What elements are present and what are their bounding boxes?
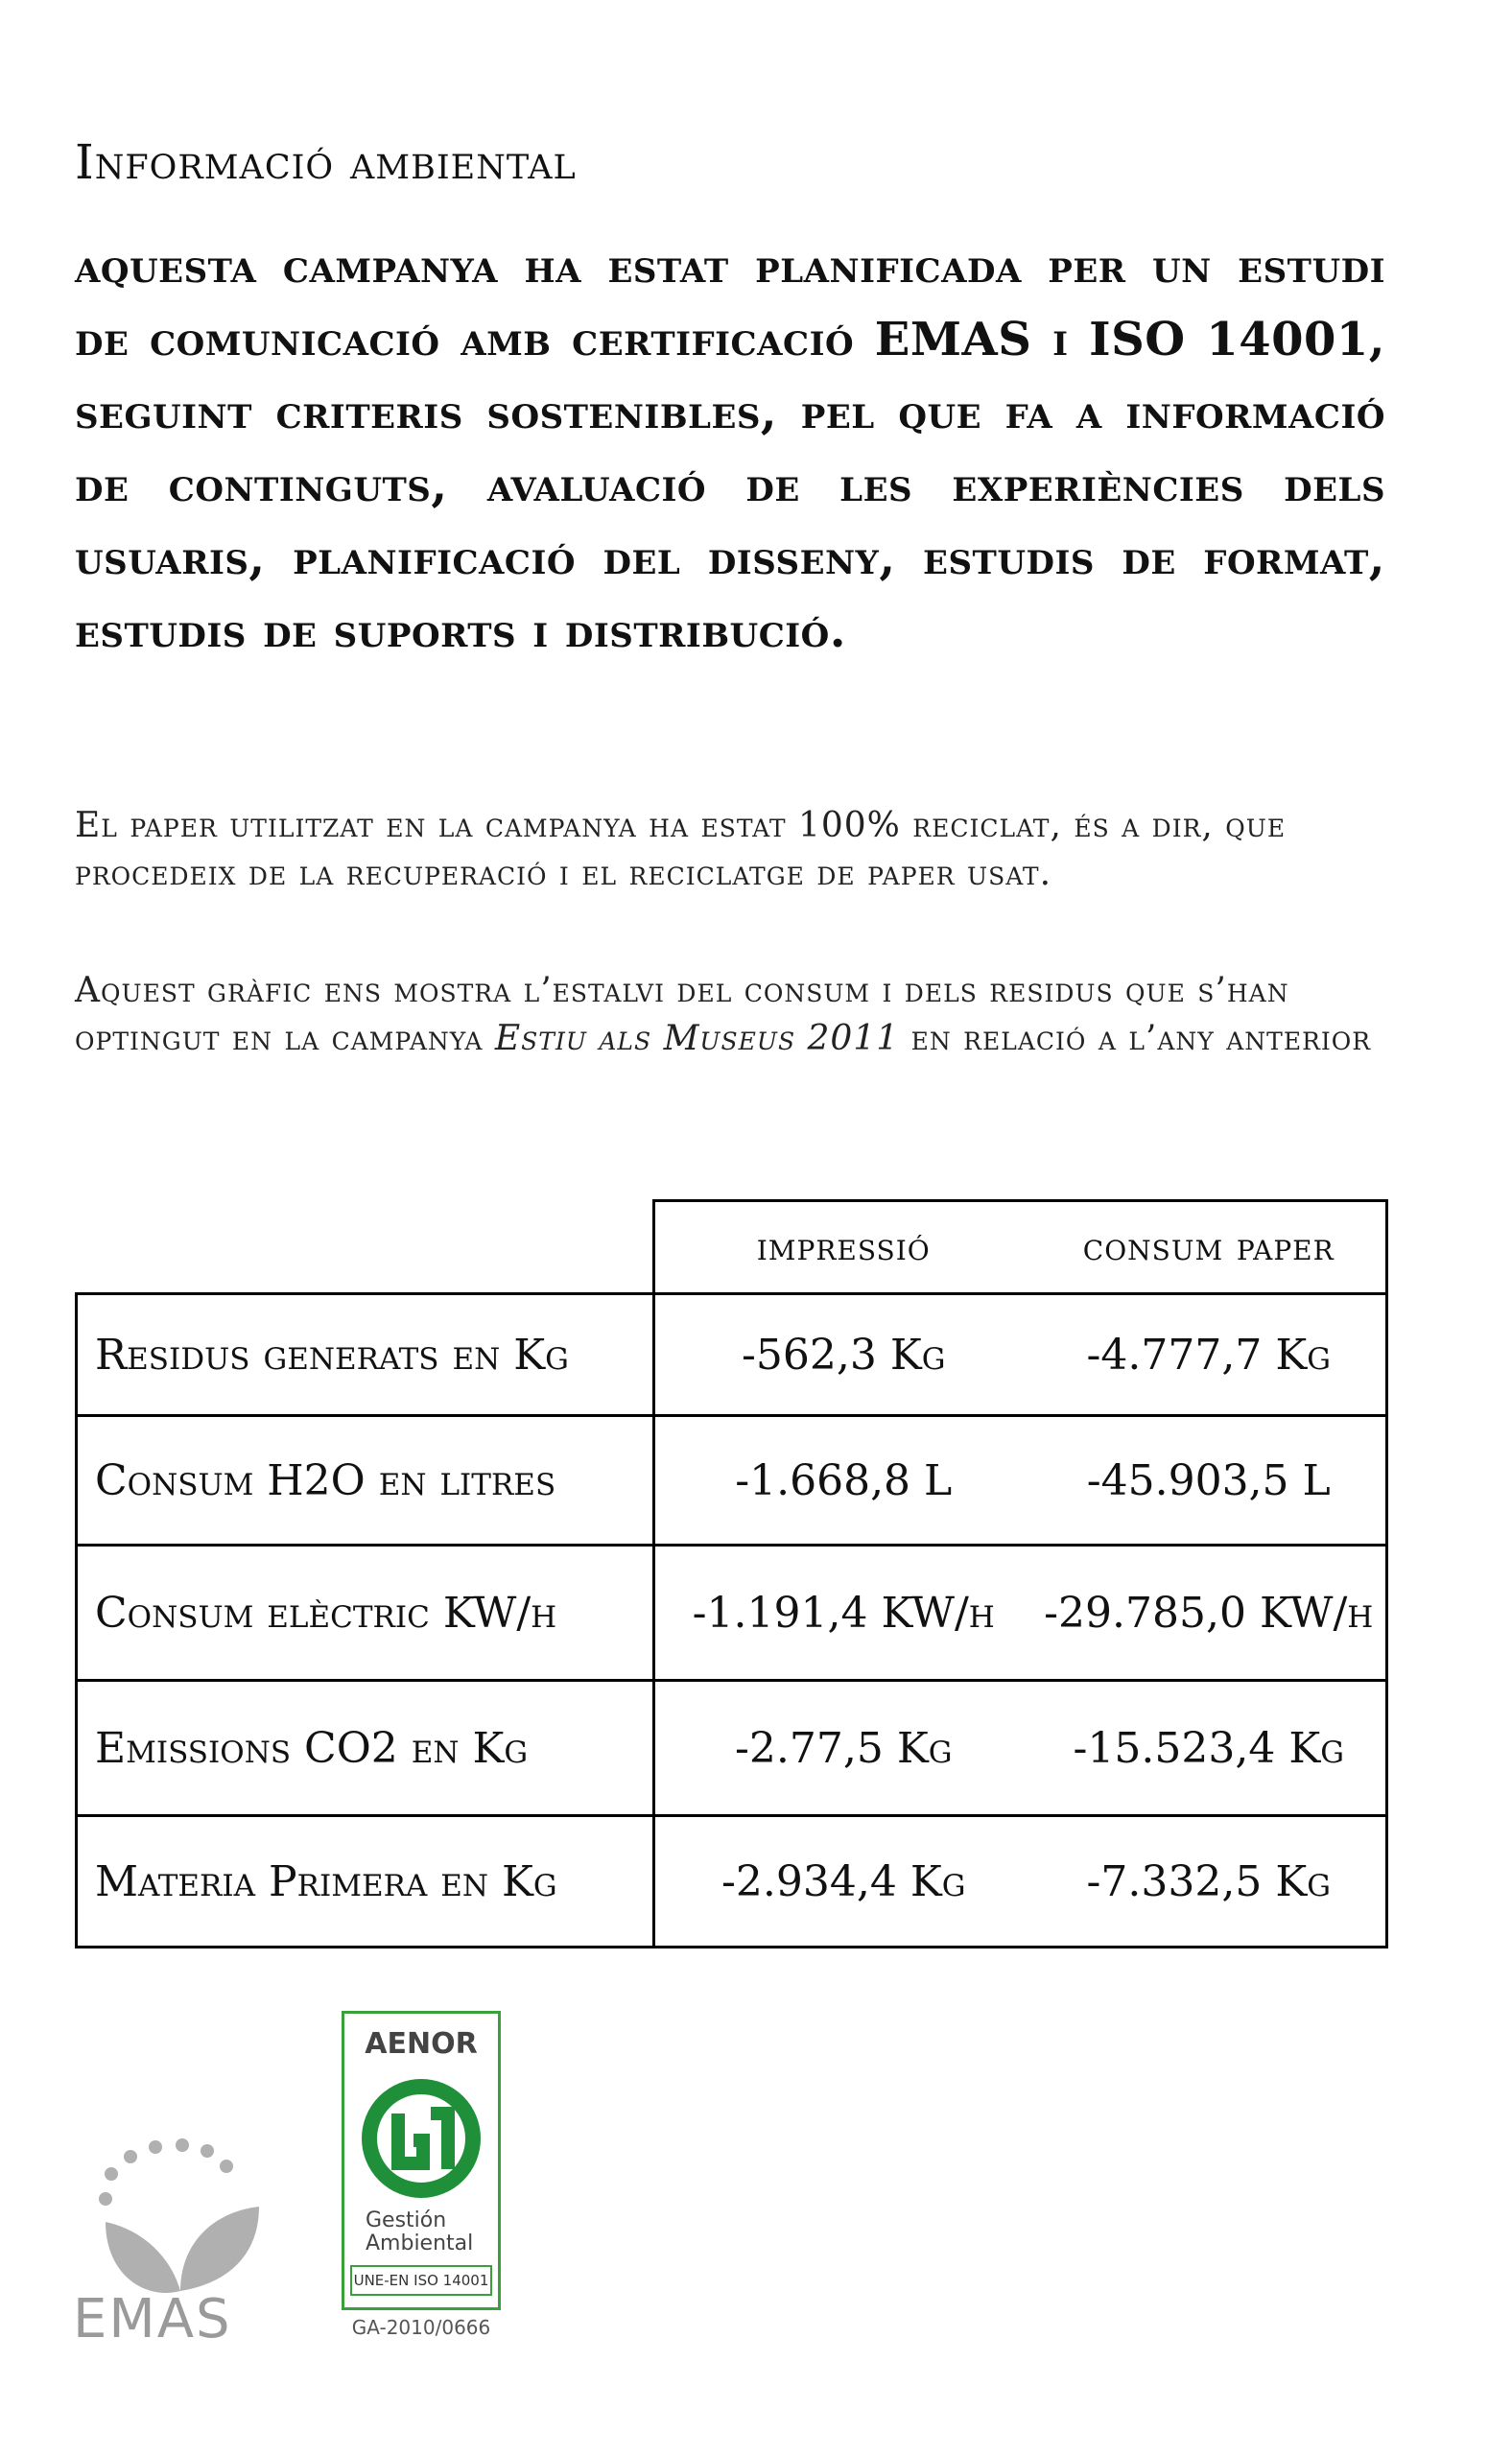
paper-value: -29.785,0 KW/h bbox=[1032, 1546, 1387, 1681]
aenor-code: GA-2010/0666 bbox=[351, 2316, 491, 2339]
savings-paragraph bbox=[75, 967, 1385, 1063]
header-impressio: impressió bbox=[654, 1201, 1032, 1294]
emas-wordmark: EMAS bbox=[73, 2288, 232, 2350]
savings-text-before: Aquest gràfic ens mostra l’estalvi del consum i dels residus que s’han optingut en la campanya bbox=[75, 971, 1289, 1058]
aenor-title: AENOR bbox=[365, 2027, 478, 2061]
row-label: Emissions CO2 en Kg bbox=[77, 1681, 654, 1816]
aenor-certification-logo bbox=[342, 2011, 501, 2310]
paper-value: -45.903,5 L bbox=[1032, 1416, 1387, 1546]
header-consum-paper: consum paper bbox=[1032, 1201, 1387, 1294]
aenor-subtitle bbox=[366, 2209, 490, 2255]
paper-value: -7.332,5 Kg bbox=[1032, 1816, 1387, 1948]
table-row bbox=[77, 1416, 1387, 1546]
table-row bbox=[77, 1816, 1387, 1948]
impressio-value: -2.77,5 Kg bbox=[654, 1681, 1032, 1816]
paper-value: -15.523,4 Kg bbox=[1032, 1681, 1387, 1816]
aenor-line1: Gestión bbox=[366, 2208, 447, 2232]
aenor-standard: UNE-EN ISO 14001 bbox=[350, 2265, 492, 2296]
row-label: Residus generats en Kg bbox=[77, 1294, 654, 1416]
aenor-line2: Ambiental bbox=[366, 2232, 474, 2255]
table-row bbox=[77, 1681, 1387, 1816]
intro-paragraph: aquesta campanya ha estat planificada per un estudi de comunicació amb certificació EMAS i ISO 14001, seguint criteris sostenibles, pel que fa a informació de continguts, avaluació de les experiències dels usuaris, planificació del disseny, estudis de format, estudis de suports i distribució. bbox=[75, 240, 1385, 658]
table-row bbox=[77, 1546, 1387, 1681]
recycled-paper-paragraph: El paper utilitzat en la campanya ha estat 100% reciclat, és a dir, que procedeix de la recuperació i el reciclatge de paper usat. bbox=[75, 806, 1287, 893]
header-empty-cell bbox=[77, 1201, 654, 1294]
impressio-value: -1.191,4 KW/h bbox=[654, 1546, 1032, 1681]
row-label: Consum elèctric KW/h bbox=[77, 1546, 654, 1681]
row-label: Consum H2O en litres bbox=[77, 1416, 654, 1546]
table-header-row bbox=[77, 1201, 1387, 1294]
campaign-name: Estiu als Museus 2011 bbox=[494, 1019, 900, 1058]
row-label: Materia Primera en Kg bbox=[77, 1816, 654, 1948]
impressio-value: -562,3 Kg bbox=[654, 1294, 1032, 1416]
savings-table bbox=[75, 1199, 1388, 1948]
page-title: Informació ambiental bbox=[75, 134, 577, 190]
table-row bbox=[77, 1294, 1387, 1416]
impressio-value: -1.668,8 L bbox=[654, 1416, 1032, 1546]
aenor-ga-mark-icon bbox=[360, 2077, 483, 2200]
impressio-value: -2.934,4 Kg bbox=[654, 1816, 1032, 1948]
savings-text-after: en relació a l’any anterior bbox=[899, 1019, 1372, 1058]
paper-value: -4.777,7 Kg bbox=[1032, 1294, 1387, 1416]
